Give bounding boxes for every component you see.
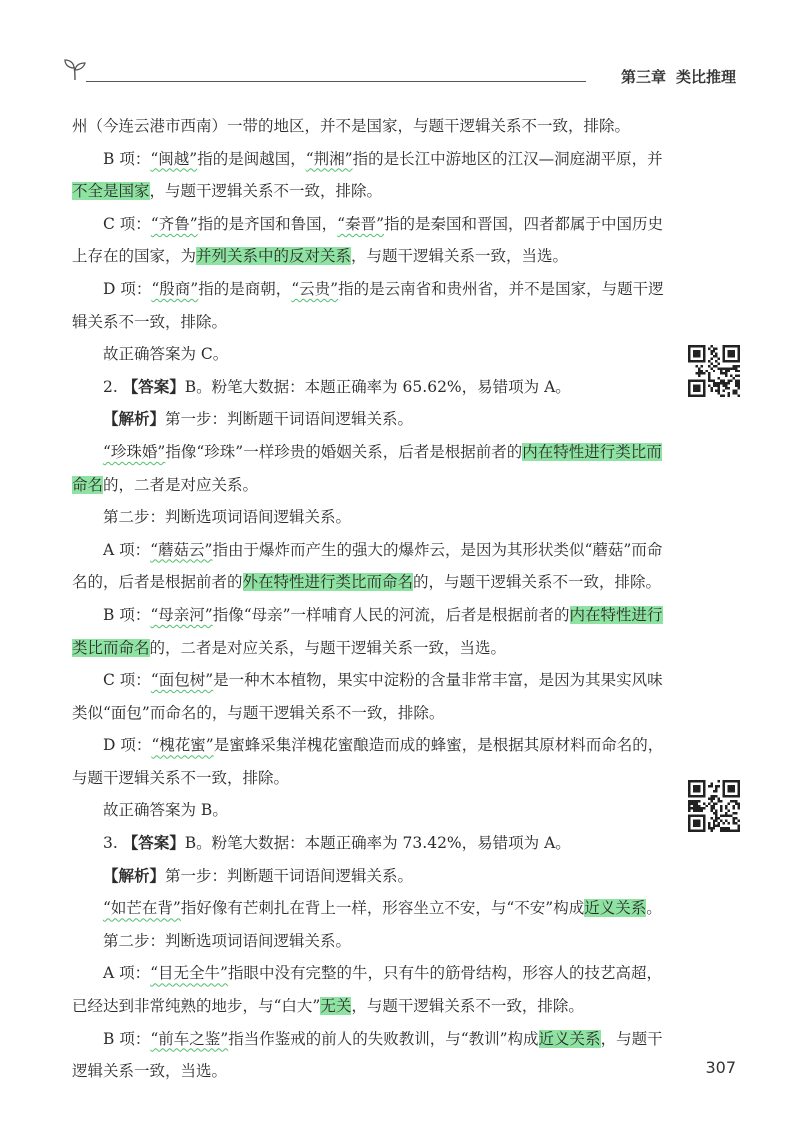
text-run: 的，二者是对应关系，与题干逻辑关系一致，当选。 [149, 638, 507, 657]
text-run: 第一步：判断题干词语间逻辑关系。 [165, 410, 414, 429]
text-run: B 项： [103, 1029, 151, 1048]
text-run: 是蜜蜂采集洋槐花蜜酿造而成的蜂蜜，是根据其原材料而命名的，与题干逻辑关系不一致，排除。 [72, 736, 664, 787]
sprout-icon [62, 58, 88, 82]
page-number: 307 [705, 1058, 736, 1077]
text-run: 指眼中没有完整的牛，只有牛的筋骨结构，形容人的技艺高超，已经达到非常纯熟的地步，与“白大” [72, 964, 662, 1016]
highlighted-text: 并列关系中的反对关系 [196, 247, 352, 266]
highlighted-text: 内在特性进行类比而命名 [72, 605, 663, 657]
underlined-term: “殷商” [151, 279, 199, 298]
text-run: C 项： [103, 671, 151, 690]
text-run: ，与题干逻辑关系一致，当选。 [72, 1029, 663, 1081]
text-run: 第二步：判断选项词语间逻辑关系。 [103, 508, 352, 527]
paragraph [72, 501, 666, 534]
text-run: 州（今连云港市西南）一带的地区，并不是国家，与题干逻辑关系不一致，排除。 [72, 117, 631, 135]
text-run: B 项： [103, 605, 151, 624]
text-run: 指的是秦国和晋国，四者都属于中国历史上存在的国家，为 [72, 214, 664, 266]
chapter-label [613, 66, 736, 87]
text-run: 指的是商朝， [198, 279, 292, 298]
highlighted-text: 无关 [320, 997, 352, 1016]
qr-code-icon [688, 780, 740, 832]
text-run: 故正确答案为 B。 [103, 801, 228, 820]
chapter-number: 第三章 [620, 68, 666, 86]
page-header [60, 58, 736, 98]
text-run: A 项： [103, 540, 151, 559]
section-label: 【答案】 [122, 833, 185, 853]
answer-explanation-body [72, 110, 666, 1088]
text-run: 2. [103, 377, 123, 396]
text-run: C 项： [103, 214, 151, 233]
underlined-term: “槐花蜜” [151, 736, 214, 755]
text-run: 的，与题干逻辑关系不一致，排除。 [413, 573, 662, 592]
paragraph [72, 273, 666, 338]
section-label: 【解析】 [103, 865, 166, 885]
chapter-title: 类比推理 [675, 68, 736, 86]
underlined-term: “目无全牛” [150, 964, 228, 983]
qr-code-icon [688, 345, 740, 397]
highlighted-text: 近义关系 [538, 1029, 601, 1048]
paragraph [72, 436, 666, 501]
paragraph [72, 892, 666, 925]
text-run: B。粉笔大数据：本题正确率为 65.62%，易错项为 A。 [184, 377, 571, 396]
underlined-term: “齐鲁” [150, 214, 198, 233]
text-run: 故正确答案为 C。 [103, 345, 229, 364]
paragraph [72, 925, 666, 958]
paragraph [72, 599, 666, 664]
text-run: 的，二者是对应关系。 [103, 475, 259, 494]
paragraph [72, 664, 666, 729]
paragraph [72, 208, 666, 273]
paragraph [72, 371, 666, 404]
highlighted-text: 内在特性进行类比而命名 [72, 442, 662, 494]
text-run: 3. [103, 834, 123, 853]
paragraph [72, 338, 666, 371]
text-run: 指的是云南省和贵州省，并不是国家，与题干逻辑关系不一致，排除。 [72, 279, 664, 331]
text-run: 第一步：判断题干词语间逻辑关系。 [165, 866, 414, 885]
text-run: 指好像有芒刺扎在背上一样，形容坐立不安，与“不安”构成 [180, 899, 585, 918]
underlined-term: “珍珠婚” [103, 442, 166, 461]
paragraph [72, 729, 666, 794]
underlined-term: “蘑菇云” [150, 540, 213, 559]
header-rule [86, 81, 586, 82]
underlined-term: “秦晋” [337, 214, 385, 233]
text-run: D 项： [103, 279, 152, 298]
text-run: 指由于爆炸而产生的强大的爆炸云，是因为其形状类似“蘑菇”而命名的，后者是根据前者的 [72, 540, 663, 592]
underlined-term: “母亲河” [150, 605, 213, 624]
highlighted-text: 近义关系 [584, 899, 647, 918]
paragraph [72, 827, 666, 860]
paragraph [72, 1023, 666, 1088]
text-run: B 项： [103, 149, 151, 168]
section-label: 【解析】 [103, 409, 166, 429]
underlined-term: “如芒在背” [103, 899, 181, 918]
text-run: 指的是闽越国， [197, 149, 306, 168]
underlined-term: “闽越” [150, 149, 198, 168]
paragraph [72, 143, 666, 208]
highlighted-text: 不全是国家 [72, 182, 150, 201]
text-run: 指像“珍珠”一样珍贵的婚姻关系，后者是根据前者的 [165, 442, 523, 461]
text-run: ，与题干逻辑关系不一致，排除。 [351, 997, 584, 1016]
text-run: 。 [646, 899, 662, 918]
paragraph [72, 534, 666, 599]
highlighted-text: 外在特性进行类比而命名 [242, 573, 414, 592]
text-run: ，与题干逻辑关系一致，当选。 [351, 247, 569, 266]
text-run: 指的是长江中游地区的江汉—洞庭湖平原，并 [352, 149, 663, 168]
underlined-term: “云贵” [291, 279, 339, 298]
text-run: 第二步：判断选项词语间逻辑关系。 [103, 931, 352, 950]
paragraph [72, 403, 666, 436]
text-run: B。粉笔大数据：本题正确率为 73.42%，易错项为 A。 [184, 834, 571, 853]
text-run: 指当作鉴戒的前人的失败教训，与“教训”构成 [228, 1029, 539, 1048]
text-run: ，与题干逻辑关系不一致，排除。 [149, 182, 383, 201]
underlined-term: “荆湘” [305, 149, 353, 168]
text-run: A 项： [103, 964, 151, 983]
paragraph [72, 860, 666, 893]
text-run: 是一种木本植物，果实中淀粉的含量非常丰富，是因为其果实风味类似“面包”而命名的，与题干逻辑关系不一致，排除。 [72, 671, 663, 722]
paragraph [72, 110, 666, 143]
text-run: 指像“母亲”一样哺育人民的河流，后者是根据前者的 [212, 605, 570, 624]
underlined-term: “前车之鉴” [150, 1029, 229, 1048]
text-run: 指的是齐国和鲁国， [197, 214, 338, 233]
paragraph [72, 957, 666, 1022]
text-run: D 项： [103, 736, 152, 755]
section-label: 【答案】 [122, 376, 185, 396]
underlined-term: “面包树” [150, 671, 214, 690]
paragraph [72, 794, 666, 827]
